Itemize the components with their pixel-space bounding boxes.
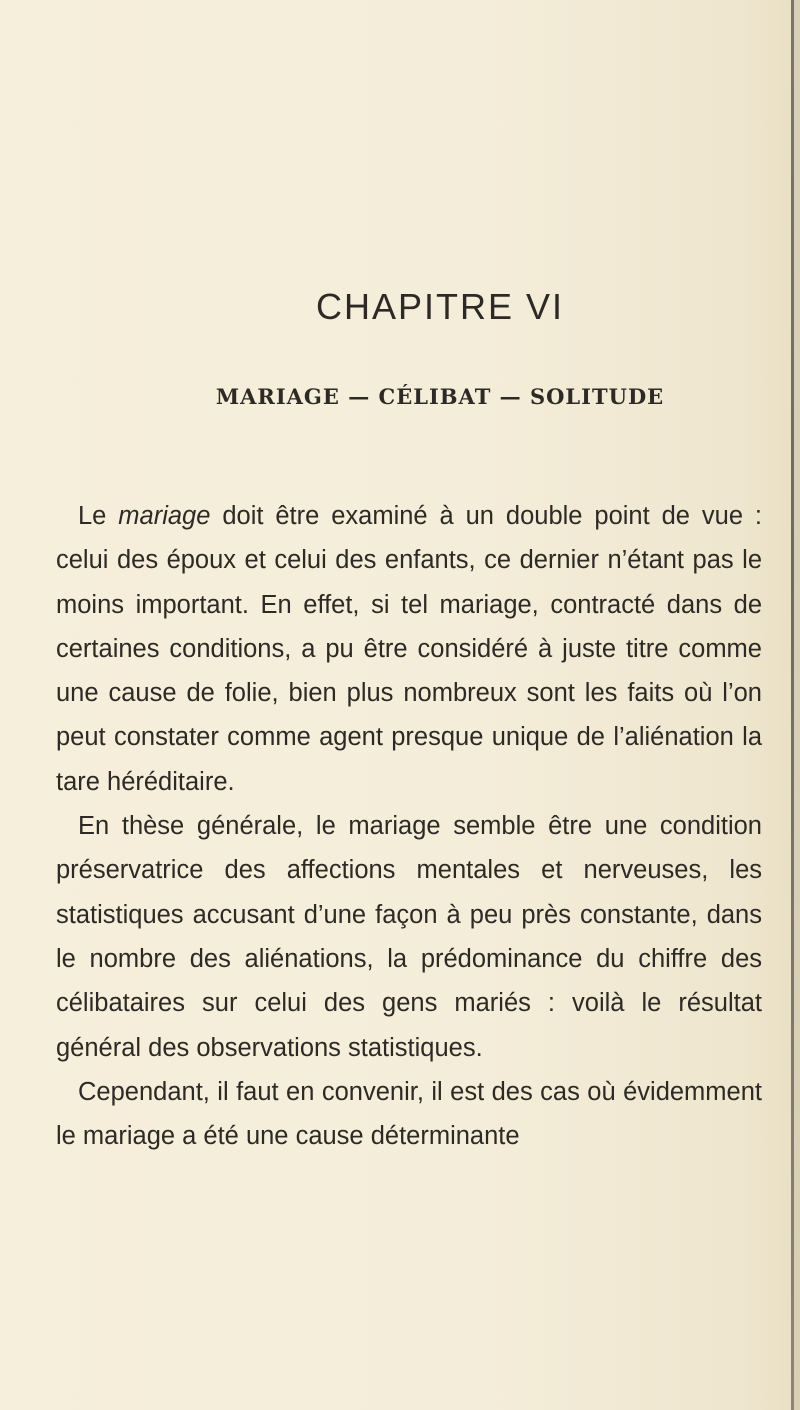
paragraph-1-lead: Le: [78, 502, 119, 530]
paragraph-1-rest: doit être examiné à un double point de vue : celui des époux et celui des enfants, ce dernier n’étant pas le moins important. En effet, si tel mariage, contracté dans de certaines conditions, a pu être considéré à juste titre comme une cause de folie, bien plus nombreux sont les faits où l’on peut constater comme agent presque unique de l’aliénation la tare héréditaire.: [56, 502, 762, 796]
emphasis-mariage: mariage: [118, 502, 211, 530]
page-edge-shade: [794, 0, 800, 1410]
paragraph-1: [56, 494, 762, 804]
chapter-title: CHAPITRE VI: [315, 286, 565, 327]
chapter-body: [56, 494, 762, 1158]
chapter-subtitle: MARIAGE — CÉLIBAT — SOLITUDE: [215, 384, 665, 409]
page-edge-line: [791, 0, 794, 1410]
paragraph-2: En thèse générale, le mariage semble être une condition préservatrice des affections mentales et nerveuses, les statistiques accusant d’une façon à peu près constante, dans le nombre des aliénations, la prédominance du chiffre des célibataires sur celui des gens mariés : voilà le résultat général des observations statistiques.: [56, 812, 762, 1062]
paragraph-3: Cependant, il faut en convenir, il est des cas où évidemment le mariage a été une cause déterminante: [56, 1077, 762, 1151]
